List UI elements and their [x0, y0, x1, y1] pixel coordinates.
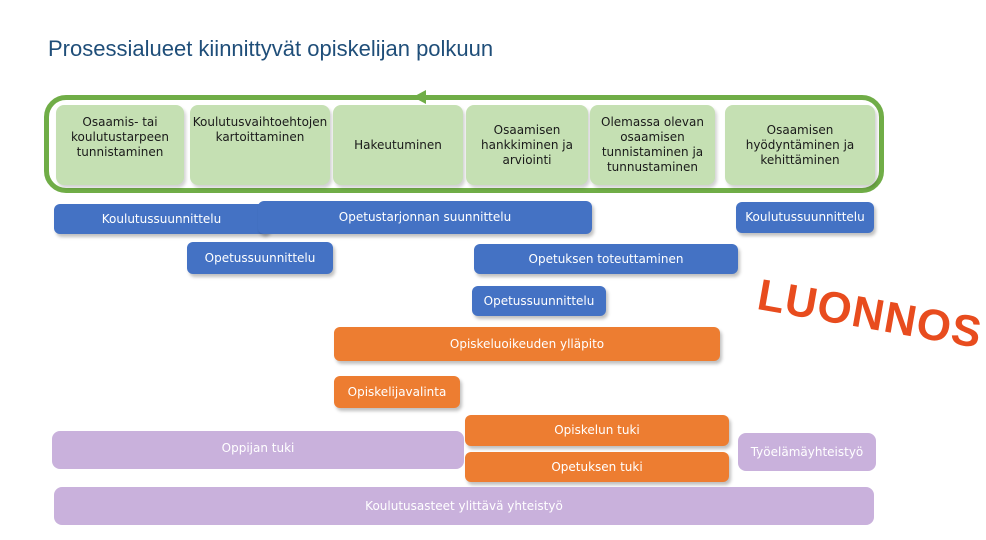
step-osaamisen-hankkiminen: Osaamisen hankkiminen ja arviointi [466, 105, 588, 185]
cycle-arrow-icon [413, 90, 426, 104]
step-hakeutuminen: Hakeutuminen [333, 105, 463, 185]
step-koulutusvaihtoehdot: Koulutusvaihtoehtojen kartoittaminen [190, 105, 330, 185]
step-osaamisen-tunnistaminen: Olemassa olevan osaamisen tunnistaminen ja tunnustaminen [590, 105, 715, 185]
bar-opetuksen-toteuttaminen: Opetuksen toteuttaminen [474, 244, 738, 274]
draft-stamp: LUONNOS [753, 270, 986, 359]
bar-opiskelun-tuki: Opiskelun tuki [465, 415, 729, 446]
step-osaamisen-hyodyntaminen: Osaamisen hyödyntäminen ja kehittäminen [725, 105, 875, 185]
bar-opetussuunnittelu-1: Opetussuunnittelu [187, 242, 333, 274]
bar-opetustarjonnan-suunnittelu: Opetustarjonnan suunnittelu [258, 201, 592, 234]
bar-tyoelamayhteistyo: Työelämäyhteistyö [738, 433, 876, 471]
bar-opetuksen-tuki: Opetuksen tuki [465, 452, 729, 482]
bar-koulutusasteet-ylittava: Koulutusasteet ylittävä yhteistyö [54, 487, 874, 525]
bar-oppijan-tuki: Oppijan tuki [52, 431, 464, 469]
page-title: Prosessialueet kiinnittyvät opiskelijan polkuun [48, 36, 494, 61]
bar-opetussuunnittelu-2: Opetussuunnittelu [472, 286, 606, 316]
step-osaamis-tarve: Osaamis- tai koulutustarpeen tunnistaminen [56, 105, 184, 185]
bar-koulutussuunnittelu-left: Koulutussuunnittelu [54, 204, 269, 234]
bar-opiskelijavalinta: Opiskelijavalinta [334, 376, 460, 408]
bar-opiskeluoikeuden-yllapito: Opiskeluoikeuden ylläpito [334, 327, 720, 361]
bar-koulutussuunnittelu-right: Koulutussuunnittelu [736, 202, 874, 233]
